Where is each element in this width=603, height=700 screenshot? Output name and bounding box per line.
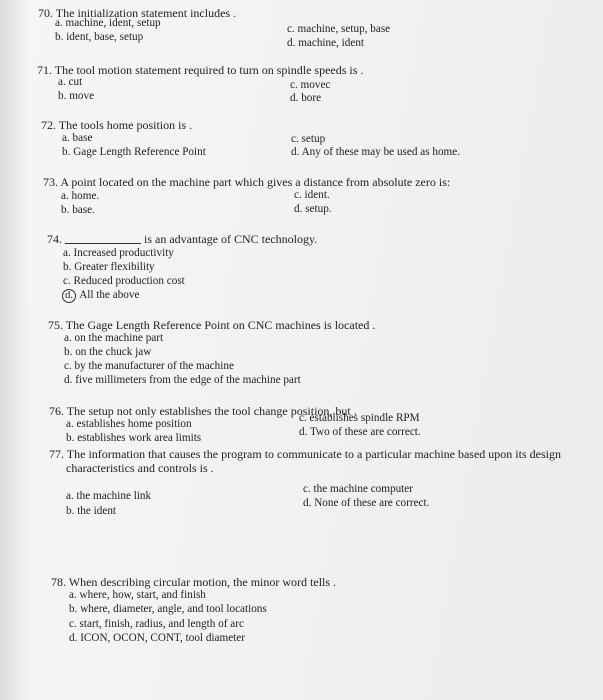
question-73-option-b: b. base. xyxy=(61,204,95,216)
question-75-option-b: b. on the chuck jaw xyxy=(64,346,152,358)
question-74-option-d: All the above xyxy=(79,289,140,301)
answer-blank xyxy=(65,233,141,244)
question-77-option-c: c. the machine computer xyxy=(303,483,413,495)
question-76-option-d: d. Two of these are correct. xyxy=(299,426,421,438)
question-74-option-b: b. Greater flexibility xyxy=(63,261,155,273)
question-72-option-a: a. base xyxy=(62,132,93,144)
question-72-option-b: b. Gage Length Reference Point xyxy=(62,146,206,158)
question-73-stem: 73. A point located on the machine part which gives a distance from absolute zero is: xyxy=(43,175,451,189)
page-shadow xyxy=(0,0,30,700)
question-74-option-c: c. Reduced production cost xyxy=(63,275,185,287)
question-77-option-d: d. None of these are correct. xyxy=(303,497,430,509)
question-76-option-c: c. establishes spindle RPM xyxy=(299,412,420,424)
question-70-option-d: d. machine, ident xyxy=(287,37,365,49)
question-73-option-d: d. setup. xyxy=(294,203,332,215)
question-78-option-a: a. where, how, start, and finish xyxy=(69,589,206,601)
question-77-stem-line-1: 77. The information that causes the program to communicate to a particular machine based upon its design xyxy=(49,447,561,461)
question-72-stem: 72. The tools home position is . xyxy=(41,118,193,132)
question-77-option-a: a. the machine link xyxy=(66,490,152,502)
question-71-option-c: c. movec xyxy=(290,79,331,91)
question-76-option-b: b. establishes work area limits xyxy=(66,432,202,444)
question-71-option-d: d. bore xyxy=(290,92,322,104)
question-71-option-a: a. cut xyxy=(58,76,83,88)
question-70-option-c: c. machine, setup, base xyxy=(287,23,391,35)
question-72-option-c: c. setup xyxy=(291,133,326,145)
question-76-stem: 76. The setup not only establishes the tool change position, but . xyxy=(49,404,357,418)
question-75-option-c: c. by the manufacturer of the machine xyxy=(64,360,234,372)
question-73-option-c: c. ident. xyxy=(294,189,330,201)
question-78-stem: 78. When describing circular motion, the minor word tells . xyxy=(51,575,337,589)
question-70-option-a: a. machine, ident, setup xyxy=(55,17,161,29)
question-74-stem: is an advantage of CNC technology. xyxy=(144,232,318,246)
question-73-option-a: a. home. xyxy=(61,190,100,202)
selected-answer-circle: d. xyxy=(62,289,76,303)
question-74-option-a: a. Increased productivity xyxy=(63,247,174,259)
question-74-stem-row xyxy=(47,232,317,247)
question-76-option-a: a. establishes home position xyxy=(66,418,192,430)
question-75-option-a: a. on the machine part xyxy=(64,332,164,344)
question-78-option-c: c. start, finish, radius, and length of arc xyxy=(69,618,244,630)
question-75-option-d: d. five millimeters from the edge of the machine part xyxy=(64,374,301,386)
question-71-option-b: b. move xyxy=(58,90,95,102)
question-70-stem: 70. The initialization statement includes . xyxy=(38,6,237,20)
question-74-number: 74. xyxy=(47,232,62,246)
question-72-option-d: d. Any of these may be used as home. xyxy=(291,146,461,158)
question-77-option-b: b. the ident xyxy=(66,505,117,517)
question-78-option-d: d. ICON, OCON, CONT, tool diameter xyxy=(69,632,245,644)
question-77-stem-line-2: characteristics and controls is . xyxy=(66,461,214,475)
question-71-stem: 71. The tool motion statement required to turn on spindle speeds is . xyxy=(37,63,364,77)
question-78-option-b: b. where, diameter, angle, and tool locations xyxy=(69,603,267,615)
question-74-option-d-row xyxy=(62,289,139,303)
question-70-option-b: b. ident, base, setup xyxy=(55,31,144,43)
question-75-stem: 75. The Gage Length Reference Point on CNC machines is located . xyxy=(48,318,376,332)
